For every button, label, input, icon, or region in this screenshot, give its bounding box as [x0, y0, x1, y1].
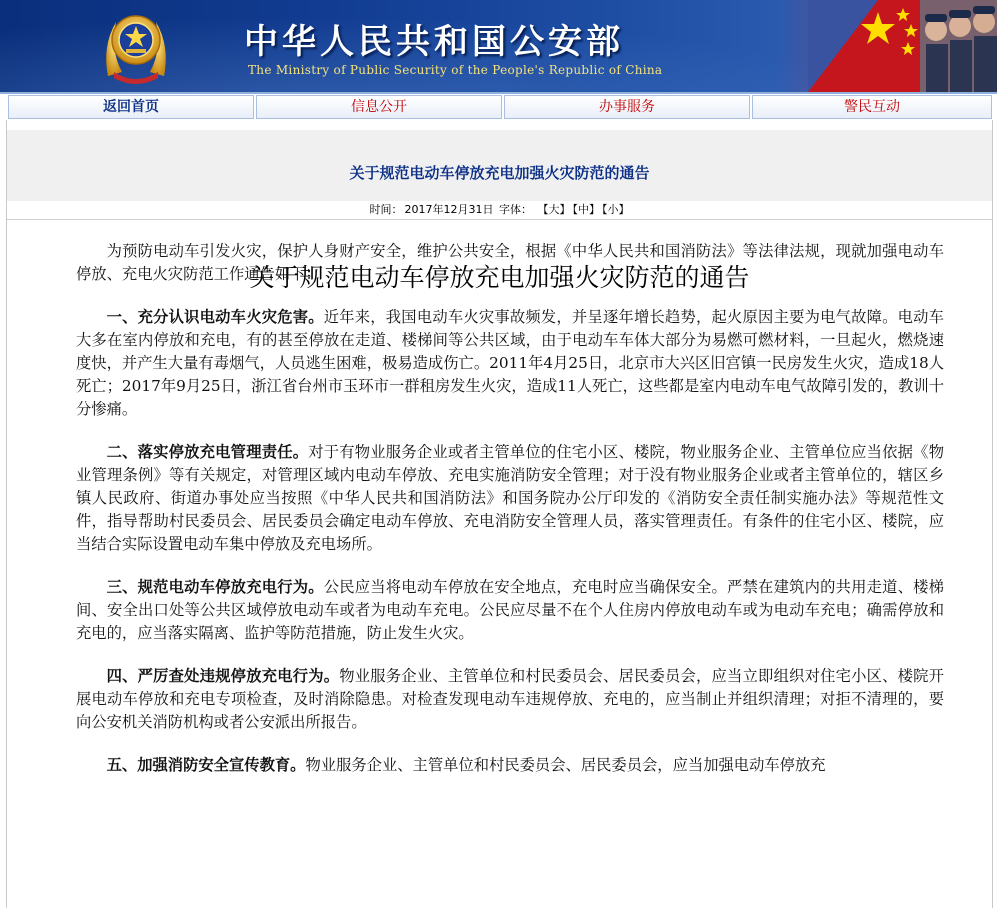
title-band [7, 130, 992, 209]
nav-services-link[interactable]: 办事服务 [504, 95, 750, 119]
section-heading: 三、规范电动车停放充电行为。 [106, 578, 324, 596]
section-text: 对于有物业服务企业或者主管单位的住宅小区、楼院，物业服务企业、主管单位应当依据《物业管理条例》等有关规定，对管理区域内电动车停放、充电实施消防安全管理；对于没有物业服务企业或者主管单位的，辖区乡镇人民政府、街道办事处应当按照《中华人民共和国消防法》和国务院办公厅印发的《消防安全责任制实施办法》等规范性文件，指导帮助村民委员会、居民委员会确定电动车停放、充电消防安全管理人员，落实管理责任。有条件的住宅小区、楼院，应当结合实际设置电动车集中停放及充电场所。 [76, 443, 944, 553]
section-text: 物业服务企业、主管单位和村民委员会、居民委员会，应当立即组织对住宅小区、楼院开展电动车停放和充电专项检查，及时消除隐患。对检查发现电动车违规停放、充电的，应当制止并组织清理；对拒不清理的，要向公安机关消防机构或者公安派出所报告。 [76, 667, 944, 731]
section-text: 物业服务企业、主管单位和村民委员会、居民委员会，应当加强电动车停放充 [305, 756, 826, 774]
section-paragraph [76, 441, 944, 556]
article-title: 关于规范电动车停放充电加强火灾防范的通告 [249, 263, 750, 292]
police-emblem-icon [100, 6, 172, 86]
font-size-label: 字体： [499, 203, 532, 216]
font-size-medium-button[interactable]: 【中】 [572, 203, 600, 216]
section-heading: 二、落实停放充电管理责任。 [106, 443, 309, 461]
font-size-large-button[interactable]: 【大】 [537, 203, 571, 216]
section-heading: 一、充分认识电动车火灾危害。 [106, 308, 324, 326]
section-paragraph [76, 665, 944, 734]
site-banner [0, 0, 997, 92]
section-heading: 四、严厉查处违规停放充电行为。 [106, 667, 340, 685]
section-heading: 五、加强消防安全宣传教育。 [106, 756, 306, 774]
publish-date: 2017年12月31日 [404, 203, 494, 216]
site-subtitle: The Ministry of Public Security of the People's Republic of China [248, 63, 663, 77]
section-paragraph [76, 306, 944, 421]
divider [7, 219, 992, 220]
section-paragraph [76, 754, 944, 777]
main-nav [0, 92, 997, 122]
site-title: 中华人民共和国公安部 [244, 22, 624, 62]
intro-paragraph: 为预防电动车引发火灾，保护人身财产安全，维护公共安全，根据《中华人民共和国消防法》等法律法规，现就加强电动车停放、充电火灾防范工作通告如下： [76, 242, 944, 283]
time-label: 时间： [369, 203, 403, 216]
nav-home-link[interactable]: 返回首页 [8, 95, 254, 119]
font-size-small-button[interactable]: 【小】 [602, 203, 630, 216]
section-paragraph [76, 576, 944, 645]
nav-police-interaction-link[interactable]: 警民互动 [752, 95, 992, 119]
nav-info-disclosure-link[interactable]: 信息公开 [256, 95, 502, 119]
section-text: 公民应当将电动车停放在安全地点，充电时应当确保安全。严禁在建筑内的共用走道、楼梯间、安全出口处等公共区域停放电动车或者为电动车充电。公民应尽量不在个人住房内停放电动车或为电动车充电；确需停放和充电的，应当落实隔离、监护等防范措施，防止发生火灾。 [76, 578, 944, 642]
china-flag-icon [808, 0, 997, 92]
article-meta [7, 201, 992, 219]
article-body [76, 240, 944, 797]
section-text: 近年来，我国电动车火灾事故频发，并呈逐年增长趋势，起火原因主要为电气故障。电动车大多在室内停放和充电，有的甚至停放在走道、楼梯间等公共区域，由于电动车车体大部分为易燃可燃材料，一旦起火，燃烧速度快，并产生大量有毒烟气，人员逃生困难，极易造成伤亡。2011年4月25日，北京市大兴区旧宫镇一民房发生火灾，造成18人死亡；2017年9月25日，浙江省台州市玉环市一群租房发生火灾，造成11人死亡，这些都是室内电动车电气故障引发的，教训十分惨痛。 [76, 308, 944, 418]
band-title: 关于规范电动车停放充电加强火灾防范的通告 [349, 164, 650, 182]
